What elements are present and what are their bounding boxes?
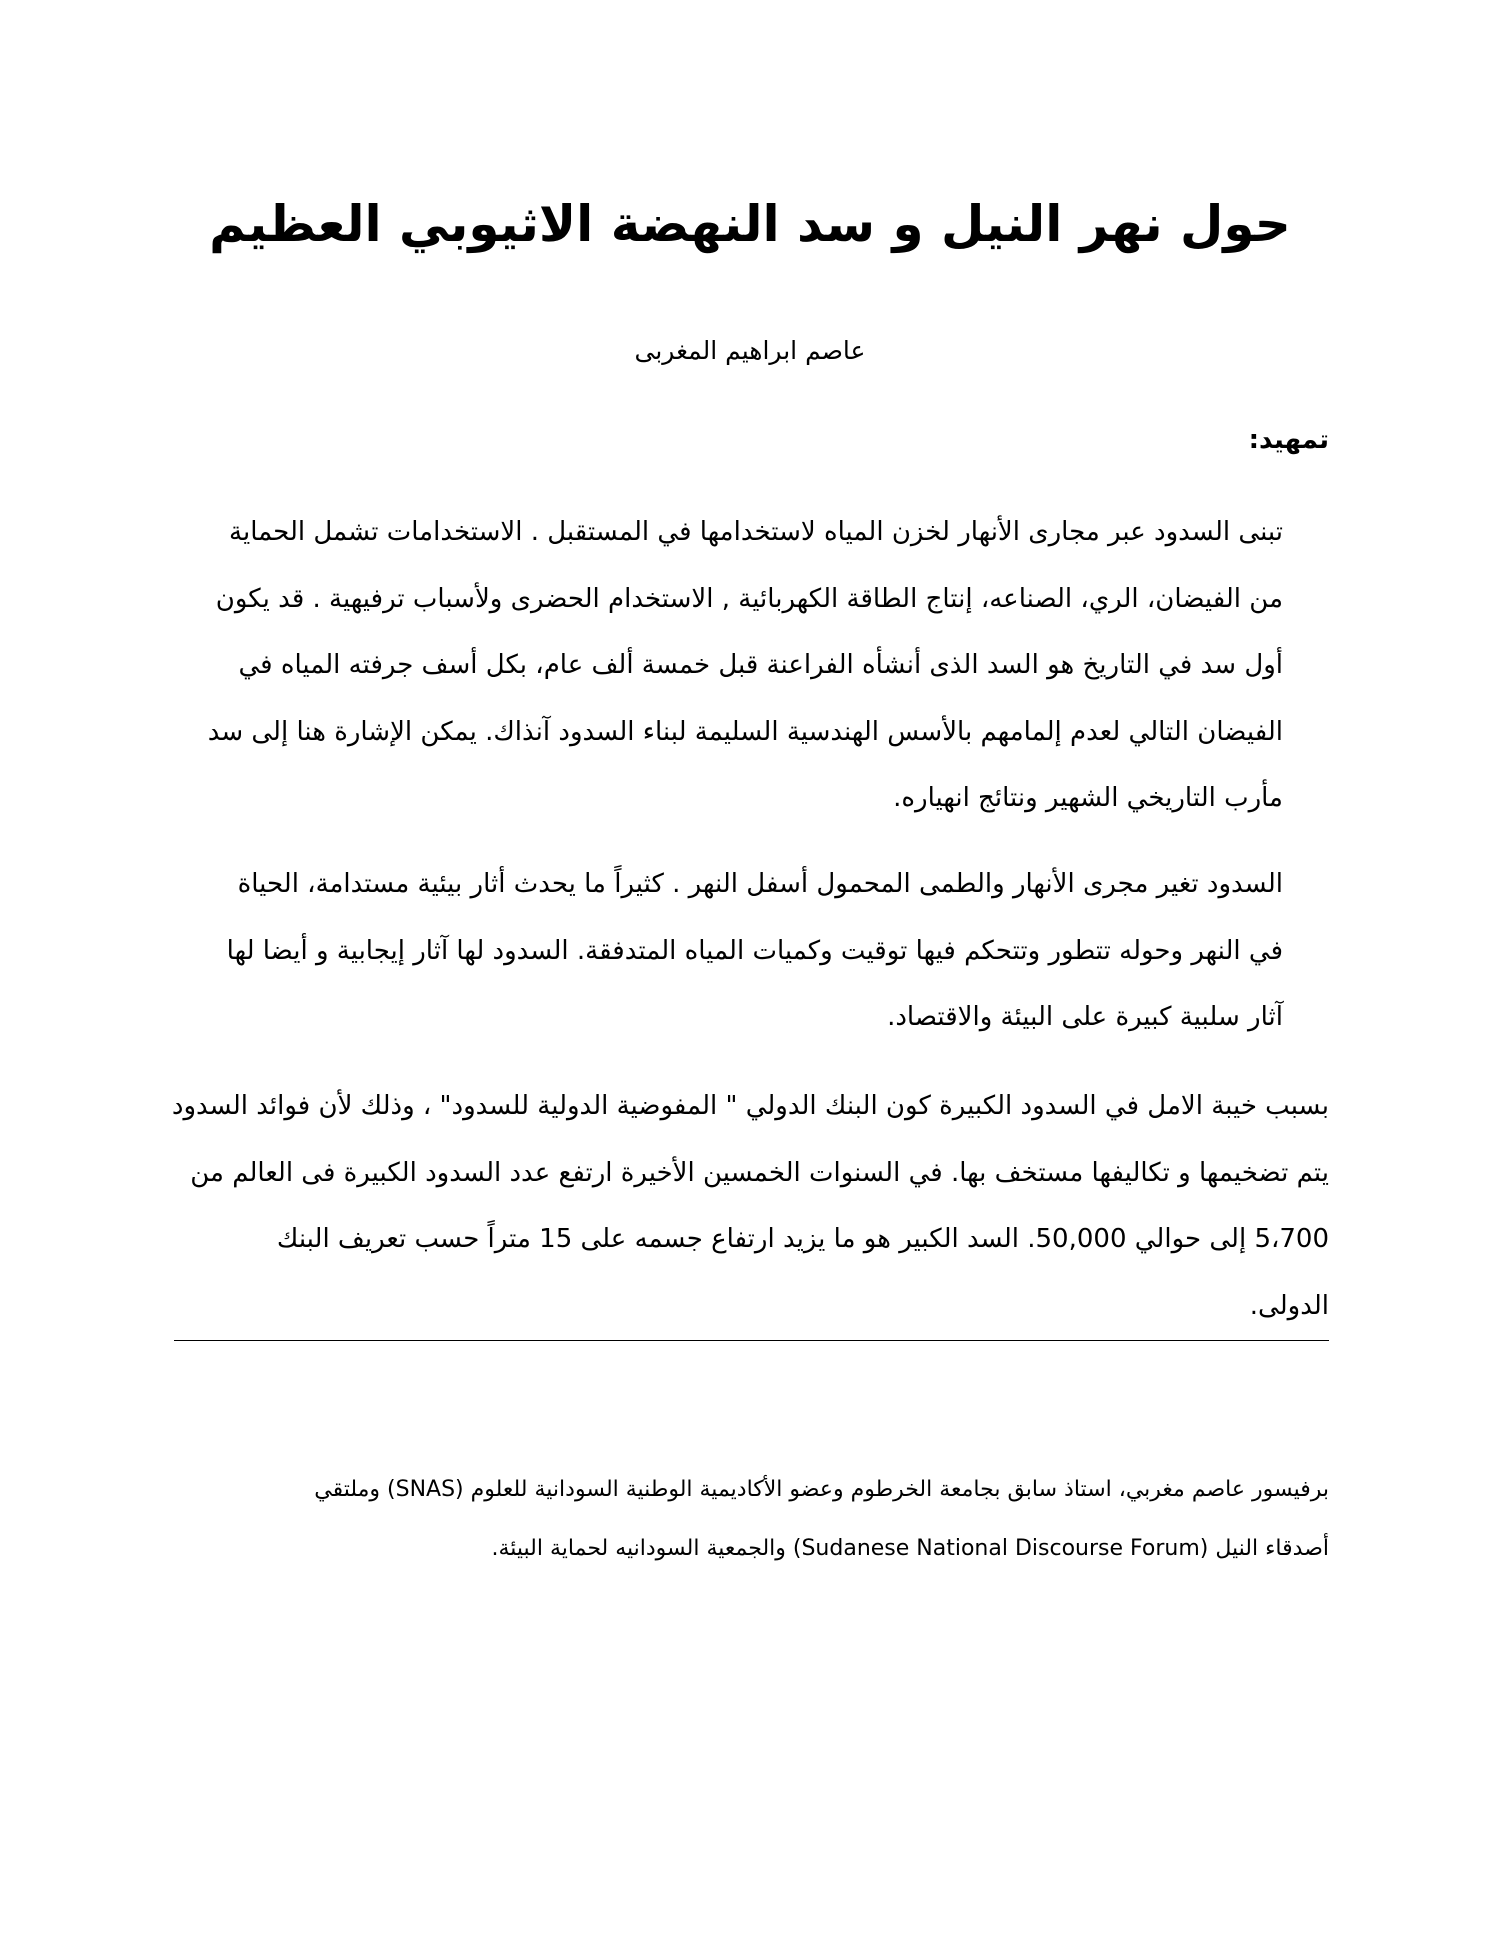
footnote-separator: [174, 1340, 1329, 1341]
text-line: الدولى.: [1249, 1290, 1329, 1321]
text-line: الفيضان التالي لعدم إلمامهم بالأسس الهندسية السليمة لبناء السدود آنذاك. يمكن الإشارة هنا إلى سد: [207, 716, 1283, 747]
intro-heading: تمهيد:: [1248, 425, 1329, 455]
paragraph-2: [227, 864, 1283, 1064]
author-name: عاصم ابراهيم المغربى: [634, 336, 866, 365]
document-title: حول نهر النيل و سد النهضة الاثيوبي العظيم: [209, 195, 1291, 253]
text-line: 5،700 إلى حوالي 50,000. السد الكبير هو ما يزيد ارتفاع جسمه على 15 متراً حسب تعريف البنك: [276, 1224, 1329, 1254]
text-line: مأرب التاريخي الشهير ونتائج انهياره.: [893, 783, 1283, 813]
footnote: [314, 1470, 1329, 1588]
text-line: تبنى السدود عبر مجارى الأنهار لخزن المياه لاستخدامها في المستقبل . الاستخدامات تشمل الحماية: [229, 517, 1283, 547]
text-line: في النهر وحوله تتطور وتتحكم فيها توقيت وكميات المياه المتدفقة. السدود لها آثار إيجابية و أيضا لها: [226, 935, 1283, 966]
paragraph-1: [208, 512, 1283, 845]
footnote-line: أصدقاء النيل (Sudanese National Discourse Forum) والجمعية السودانيه لحماية البيئة.: [491, 1536, 1329, 1561]
text-line: يتم تضخيمها و تكاليفها مستخف بها. في السنوات الخمسين الأخيرة ارتفع عدد السدود الكبيرة فى العالم من: [190, 1157, 1329, 1188]
footnote-line: برفيسور عاصم مغربي، استاذ سابق بجامعة الخرطوم وعضو الأكاديمية الوطنية السودانية للعلوم (SNAS) وملتقي: [314, 1477, 1329, 1502]
text-line: بسبب خيبة الامل في السدود الكبيرة كون البنك الدولي " المفوضية الدولية للسدود" ، وذلك لأن فوائد السدود: [171, 1091, 1329, 1121]
text-line: أول سد في التاريخ هو السد الذى أنشأه الفراعنة قبل خمسة ألف عام، بكل أسف جرفته المياه في: [238, 650, 1283, 680]
text-line: آثار سلبية كبيرة على البيئة والاقتصاد.: [887, 1002, 1283, 1032]
text-line: من الفيضان، الري، الصناعه، إنتاج الطاقة الكهربائية , الاستخدام الحضرى ولأسباب ترفيهية . قد يكون: [215, 583, 1283, 614]
paragraph-3: [172, 1086, 1329, 1352]
text-line: السدود تغير مجرى الأنهار والطمى المحمول أسفل النهر . كثيراً ما يحدث أثار بيئية مستدامة، الحياة: [237, 869, 1283, 899]
